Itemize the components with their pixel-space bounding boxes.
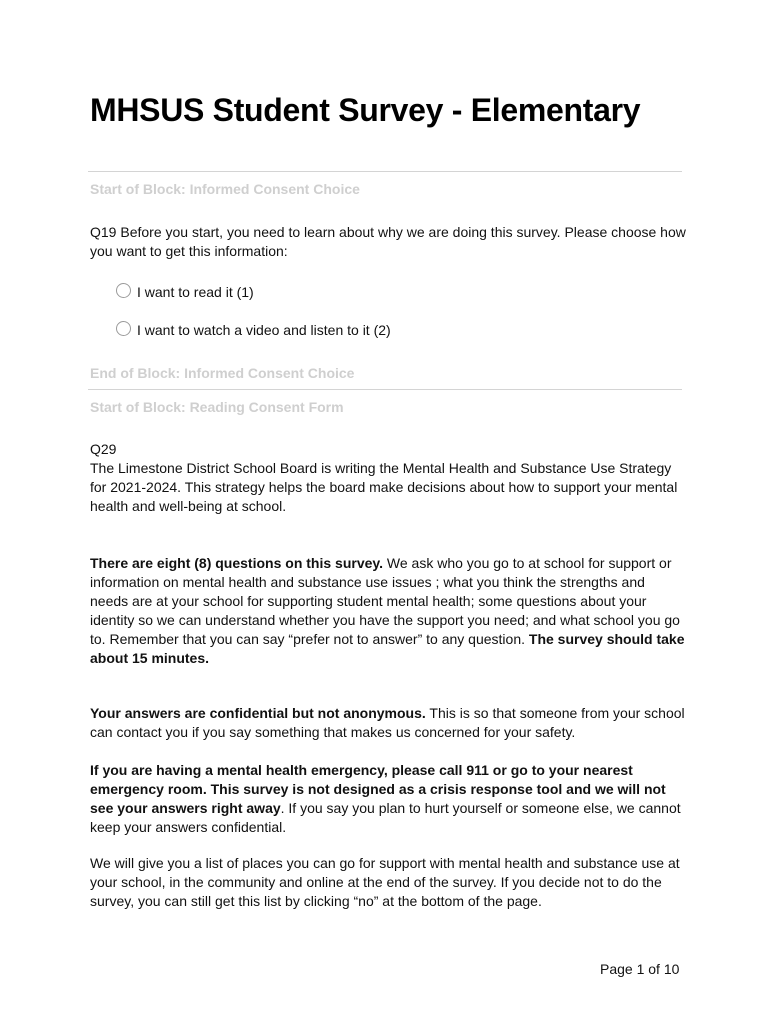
- paragraph-confidential: [90, 704, 686, 742]
- option-label: I want to watch a video and listen to it (2): [137, 322, 391, 338]
- page-indicator: Page 1 of 10: [600, 961, 680, 977]
- radio-button[interactable]: [116, 283, 131, 298]
- paragraph-support-list: We will give you a list of places you can go for support with mental health and substance use at your school, in the community and online at the end of the survey. If you decide not to do the survey, you can still get this list by clicking “no” at the bottom of the page.: [90, 855, 680, 909]
- paragraph-emergency: [90, 761, 686, 837]
- body-text: . If you say you plan to hurt yourself or someone else, we cannot keep your answers confidential.: [90, 800, 681, 835]
- divider: [88, 171, 682, 172]
- radio-button[interactable]: [116, 321, 131, 336]
- body-text: We ask who you go to at school for support or information on mental health and substance use issues ; what you think the strengths and needs are at your school for supporting student mental health; some questions about your identity so we can understand whether you have the support you need; and what school you go to. Remember that you can say “prefer not to answer” to any question.: [90, 555, 680, 647]
- option-label: I want to read it (1): [137, 284, 254, 300]
- divider: [88, 389, 682, 390]
- question-id: Q29: [90, 441, 117, 457]
- intro-paragraph: The Limestone District School Board is writing the Mental Health and Substance Use Strategy for 2021-2024. This strategy helps the board make decisions about how to support your mental health and well-being at school.: [90, 460, 678, 514]
- bold-text: If you are having a mental health emergency, please call 911 or go to your nearest emergency room. This survey is not designed as a crisis response tool and we will not see your answers right away: [90, 762, 666, 816]
- block-end-label: End of Block: Informed Consent Choice: [90, 365, 355, 381]
- paragraph-questions-info: [90, 554, 686, 668]
- block-start-label: Start of Block: Informed Consent Choice: [90, 181, 360, 197]
- option-read[interactable]: [116, 284, 254, 300]
- option-video[interactable]: [116, 322, 391, 338]
- question-q19: Q19 Before you start, you need to learn about why we are doing this survey. Please choose how you want to get this information:: [90, 224, 686, 259]
- bold-text: Your answers are confidential but not anonymous.: [90, 705, 426, 721]
- document-title: MHSUS Student Survey - Elementary: [90, 92, 641, 128]
- body-text: This is so that someone from your school can contact you if you say something that makes us concerned for your safety.: [90, 705, 685, 740]
- question-q29: [90, 440, 686, 516]
- block-start-label: Start of Block: Reading Consent Form: [90, 399, 344, 415]
- bold-text: There are eight (8) questions on this survey.: [90, 555, 384, 571]
- bold-text: The survey should take about 15 minutes.: [90, 631, 685, 666]
